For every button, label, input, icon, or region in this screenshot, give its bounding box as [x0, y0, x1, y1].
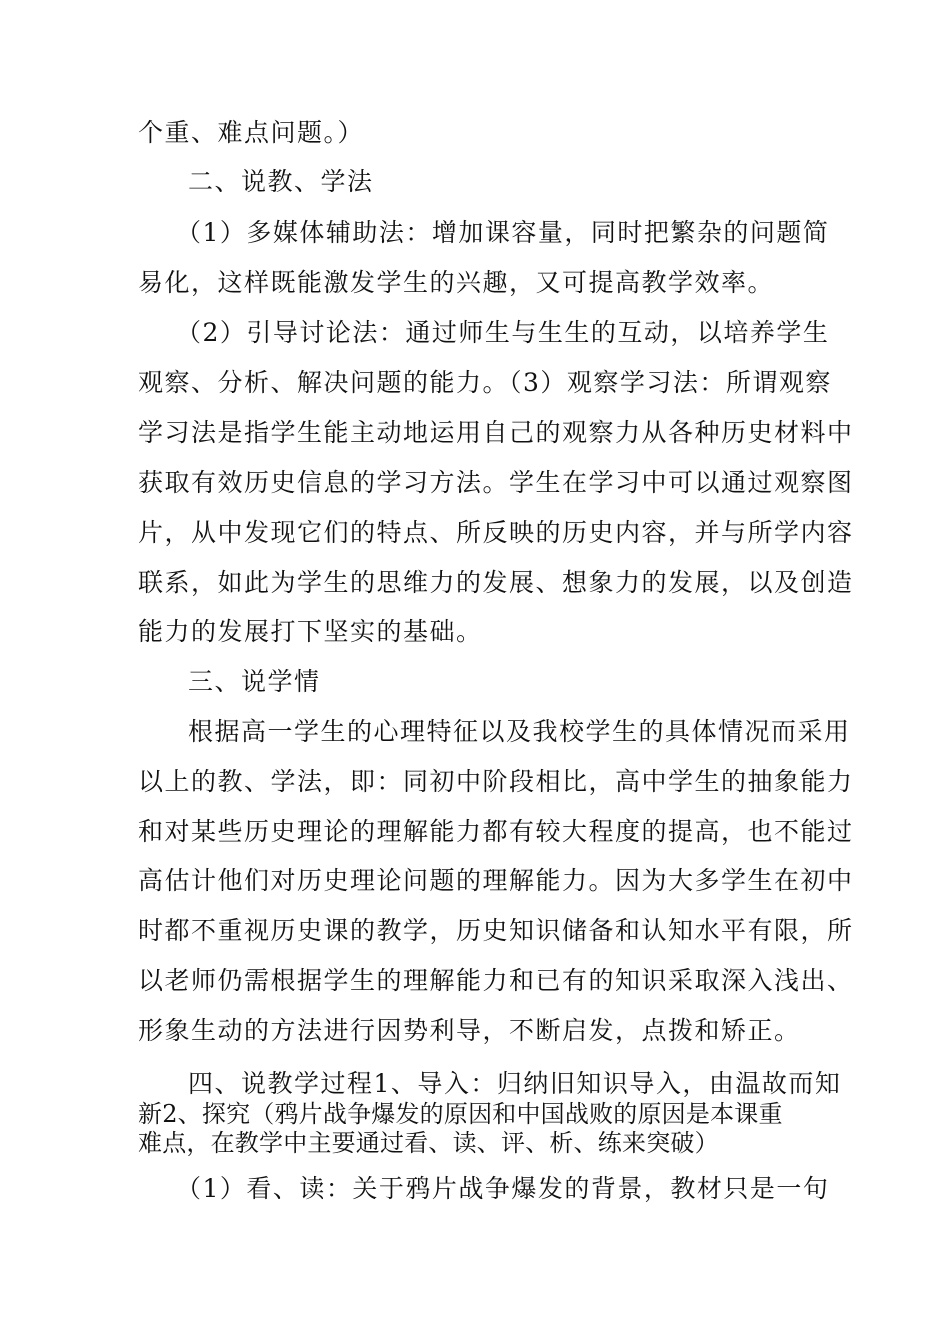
text-line: 时都不重视历史课的教学，历史知识储备和认知水平有限，所	[138, 916, 854, 945]
text-line: 以老师仍需根据学生的理解能力和已有的知识采取深入浅出、	[138, 966, 854, 995]
text-line: 易化，这样既能激发学生的兴趣，又可提高教学效率。	[138, 268, 775, 297]
text-line: 片，从中发现它们的特点、所反映的历史内容，并与所学内容	[138, 518, 854, 547]
section-heading: 二、说教、学法	[188, 167, 374, 196]
text-line: 高估计他们对历史理论问题的理解能力。因为大多学生在初中	[138, 866, 854, 895]
text-line: 难点，在教学中主要通过看、读、评、析、练来突破）	[138, 1129, 719, 1157]
text-line: 学习法是指学生能主动地运用自己的观察力从各种历史材料中	[138, 418, 854, 447]
text-line: 能力的发展打下坚实的基础。	[138, 617, 483, 646]
section-heading: 三、说学情	[188, 667, 321, 696]
section-heading: 四、说教学过程1、导入：归纳旧知识导入，由温故而知	[188, 1069, 842, 1098]
text-line: 和对某些历史理论的理解能力都有较大程度的提高，也不能过	[138, 817, 854, 846]
text-line: 以上的教、学法，即：同初中阶段相比，高中学生的抽象能力	[138, 767, 854, 796]
text-line: 形象生动的方法进行因势利导，不断启发，点拨和矫正。	[138, 1016, 801, 1045]
text-line: （1）看、读：关于鸦片战争爆发的背景，教材只是一句	[176, 1174, 830, 1203]
text-line: 获取有效历史信息的学习方法。学生在学习中可以通过观察图	[138, 468, 854, 497]
text-line: （2）引导讨论法：通过师生与生生的互动，以培养学生	[176, 318, 830, 347]
text-line: 个重、难点问题。）	[138, 118, 365, 147]
text-line: 根据高一学生的心理特征以及我校学生的具体情况而采用	[188, 717, 851, 746]
text-line: 联系，如此为学生的思维力的发展、想象力的发展，以及创造	[138, 568, 854, 597]
text-line: （1）多媒体辅助法：增加课容量，同时把繁杂的问题简	[176, 218, 830, 247]
text-line: 新2、探究（鸦片战争爆发的原因和中国战败的原因是本课重	[138, 1100, 783, 1128]
text-line: 观察、分析、解决问题的能力。（3）观察学习法：所谓观察	[138, 368, 832, 397]
